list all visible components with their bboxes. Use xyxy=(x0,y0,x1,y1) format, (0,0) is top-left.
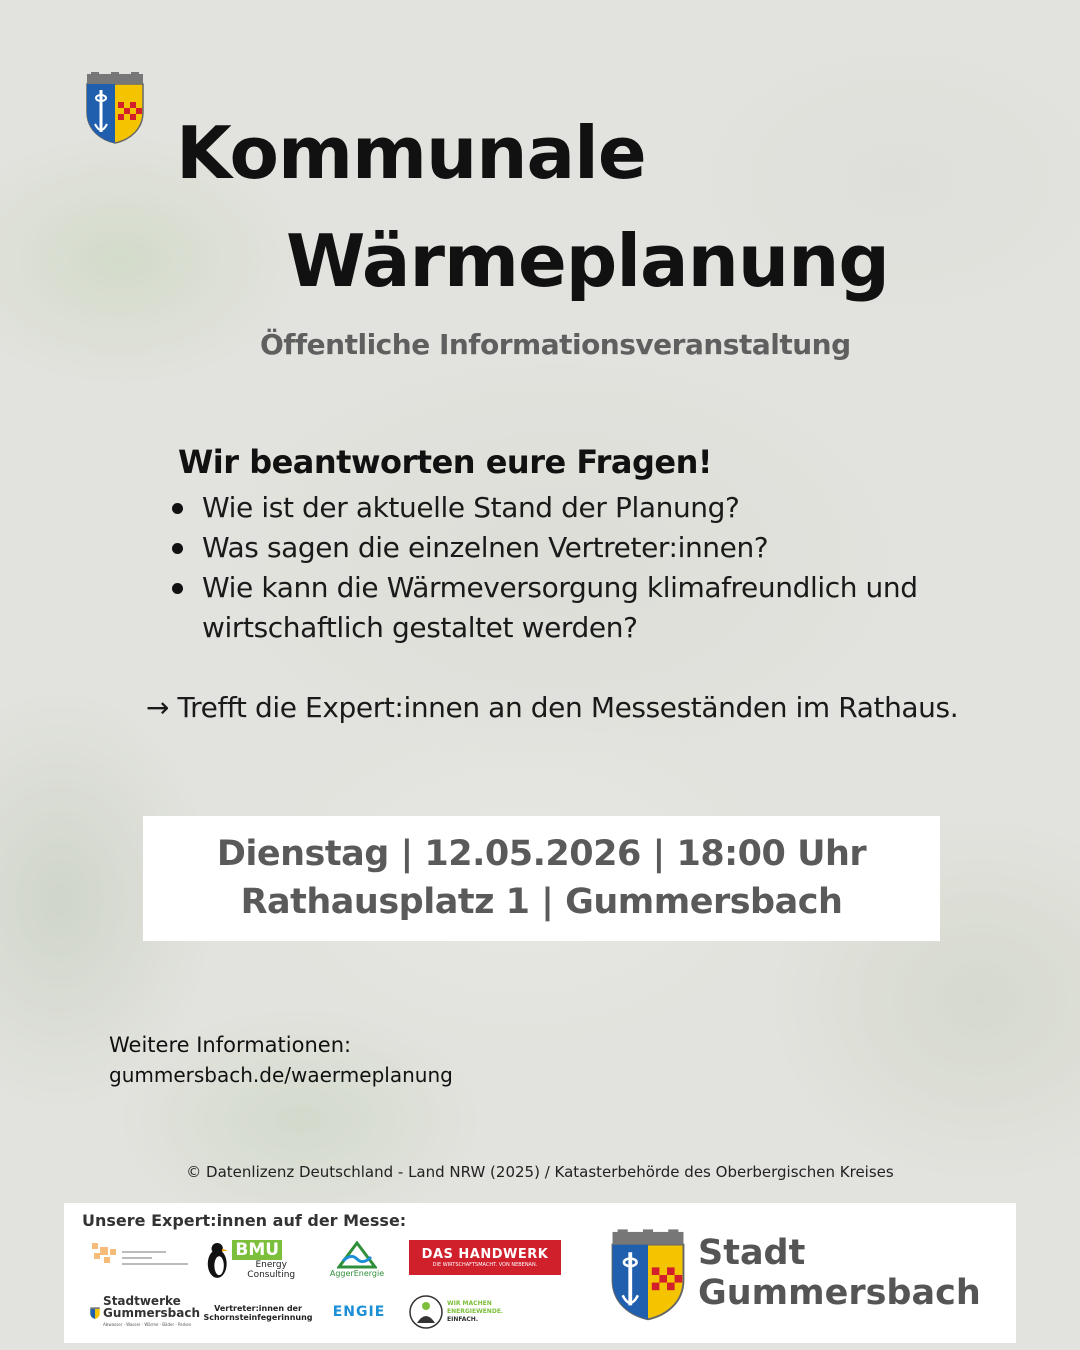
energieagentur-logo xyxy=(90,1239,200,1277)
engie-name: ENGIE xyxy=(332,1304,386,1320)
further-info-link[interactable]: gummersbach.de/waermeplanung xyxy=(109,1063,453,1087)
handwerk-sub: DIE WIRTSCHAFTSMACHT. VON NEBENAN. xyxy=(432,1262,538,1268)
energiewende-logo xyxy=(409,1291,521,1333)
event-location: Rathausplatz 1 | Gummersbach xyxy=(240,882,843,922)
questions-list xyxy=(170,488,1050,648)
call-to-action: → Trefft die Expert:innen an den Messeständen im Rathaus. xyxy=(146,691,959,724)
question-item: Wie kann die Wärmeversorgung klimafreundlich und wirtschaftlich gestaltet werden? xyxy=(170,568,1050,648)
stadtwerke-crest-icon xyxy=(90,1299,100,1327)
energiewende-person-icon xyxy=(409,1295,443,1329)
partner-footer xyxy=(64,1203,1016,1343)
bmu-sub: Energy Consulting xyxy=(247,1260,296,1280)
energieagentur-mark-icon xyxy=(90,1239,200,1277)
bmu-logo xyxy=(204,1239,310,1281)
event-details-box xyxy=(143,816,940,941)
event-date-time: Dienstag | 12.05.2026 | 18:00 Uhr xyxy=(216,834,867,874)
energiewende-line-3: EINFACH. xyxy=(447,1316,479,1323)
energiewende-line-1: WIR MACHEN xyxy=(447,1300,492,1307)
question-item: Was sagen die einzelnen Vertreter:innen? xyxy=(170,528,1050,568)
energiewende-line-2: ENERGIEWENDE. xyxy=(447,1308,504,1315)
further-info xyxy=(109,1030,453,1090)
stadtwerke-name-2: Gummersbach xyxy=(103,1306,200,1320)
engie-logo xyxy=(326,1299,392,1325)
stadt-line-1: Stadt xyxy=(698,1233,806,1273)
title-line-2: Wärmeplanung xyxy=(286,219,889,303)
gummersbach-crest-icon xyxy=(85,72,145,144)
schornstein-line-2: Schornsteinfegerinnung xyxy=(203,1313,313,1322)
handwerk-name: DAS HANDWERK xyxy=(421,1247,549,1262)
title-line-1: Kommunale xyxy=(176,111,646,195)
stadtwerke-sub: Abwasser · Wasser · Wärme · Bäder · Parken xyxy=(103,1322,192,1327)
aggerenergie-logo xyxy=(322,1237,392,1281)
bmu-name: BMU xyxy=(232,1240,282,1260)
stadtwerke-logo xyxy=(90,1293,200,1333)
das-handwerk-logo xyxy=(409,1240,561,1275)
subtitle: Öffentliche Informationsveranstaltung xyxy=(260,328,851,361)
schornsteinfeger-text xyxy=(202,1297,314,1329)
agger-name: AggerEnergie xyxy=(329,1268,385,1278)
questions-heading: Wir beantworten eure Fragen! xyxy=(178,443,712,481)
partners-label: Unsere Expert:innen auf der Messe: xyxy=(82,1211,407,1230)
penguin-icon xyxy=(204,1240,230,1280)
further-info-label: Weitere Informationen: xyxy=(109,1033,352,1057)
copyright-notice: © Datenlizenz Deutschland - Land NRW (2025) / Katasterbehörde des Oberbergischen Kreises xyxy=(186,1163,894,1181)
stadt-line-2: Gummersbach xyxy=(698,1273,981,1313)
question-item: Wie ist der aktuelle Stand der Planung? xyxy=(170,488,1050,528)
stadt-gummersbach-crest-icon xyxy=(610,1229,686,1321)
agger-wave-icon xyxy=(337,1241,377,1269)
stadt-gummersbach-wordmark xyxy=(698,1233,981,1313)
schornstein-line-1: Vertreter:innen der xyxy=(214,1304,302,1313)
stadtwerke-name-1: Stadtwerke xyxy=(103,1294,181,1308)
